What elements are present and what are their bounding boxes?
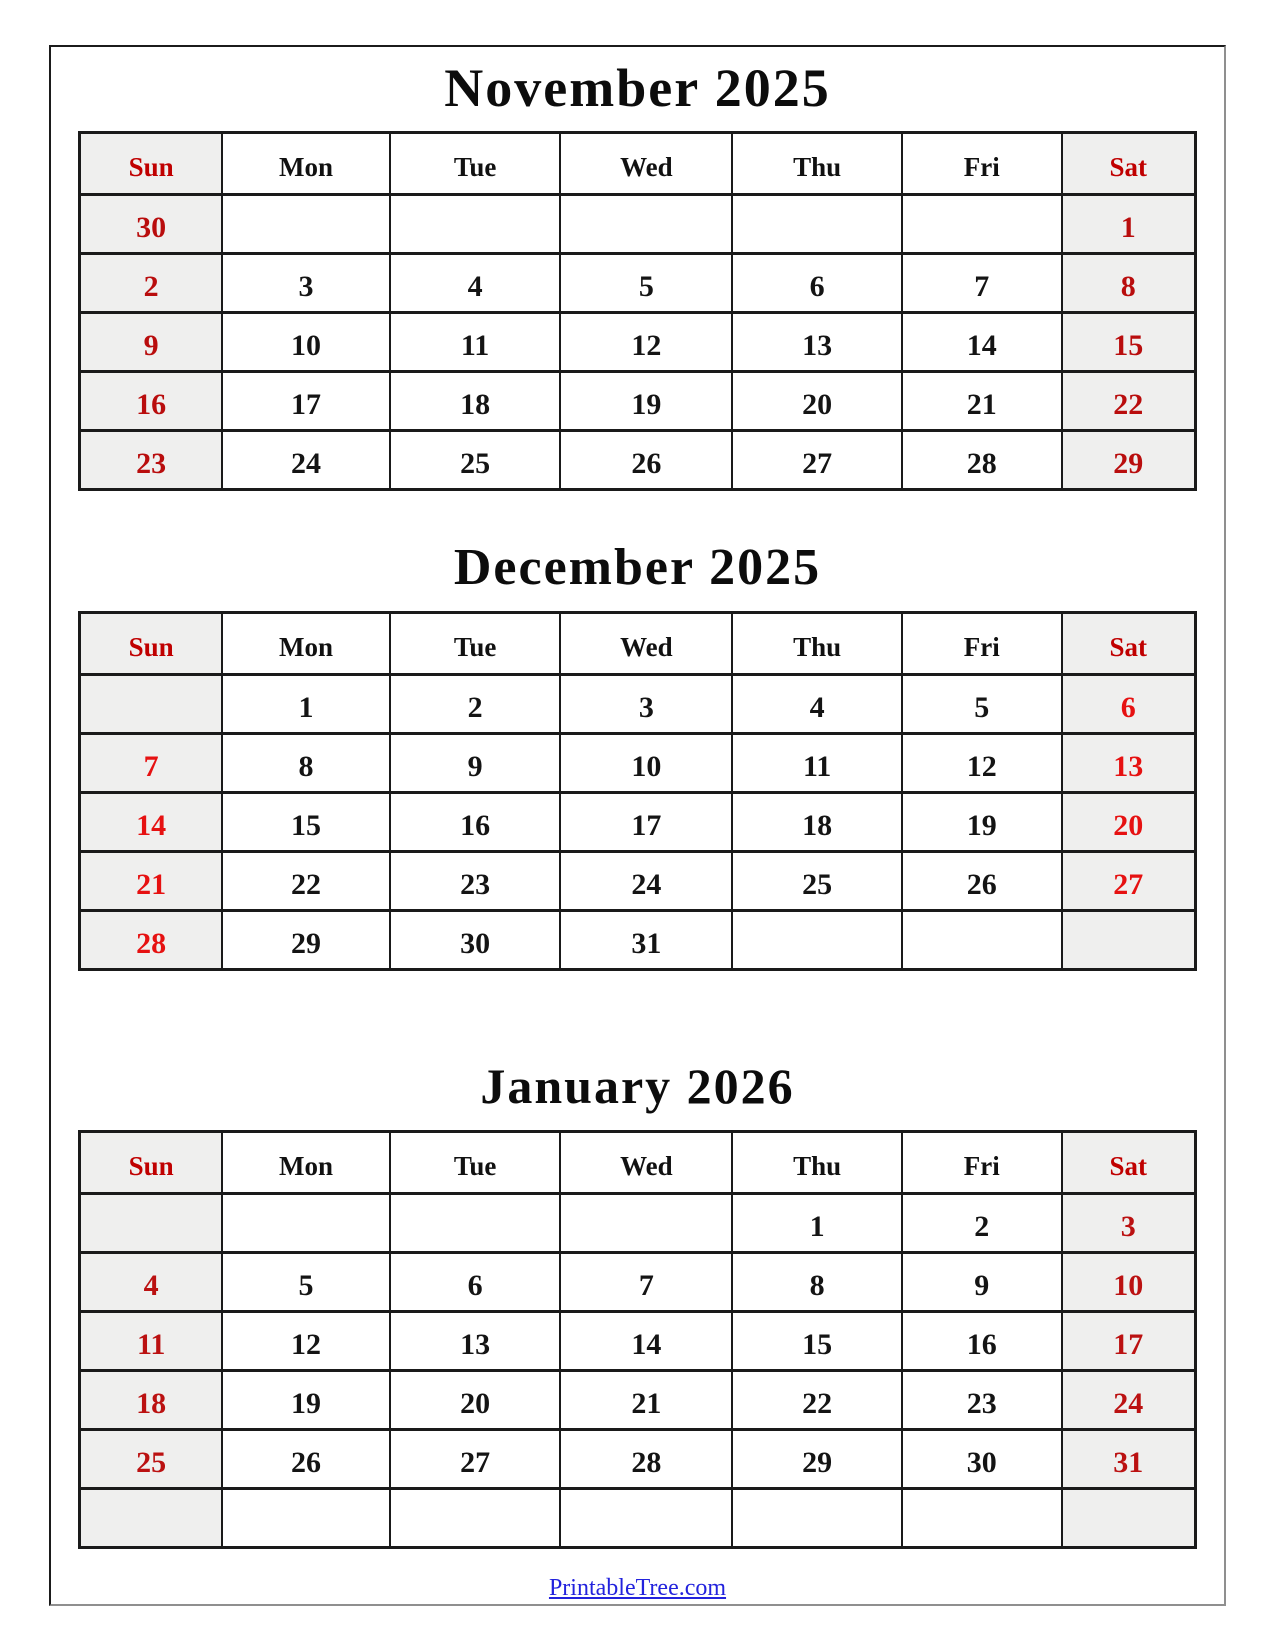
week-row bbox=[80, 254, 1196, 313]
day-cell-empty bbox=[390, 195, 561, 254]
month-section-december-2025 bbox=[78, 539, 1197, 970]
day-cell-december-2025-5: 5 bbox=[902, 674, 1062, 733]
day-cell-december-2025-15: 15 bbox=[222, 792, 389, 851]
day-cell-december-2025-3: 3 bbox=[560, 674, 732, 733]
day-cell-december-2025-23: 23 bbox=[390, 851, 561, 910]
week-row bbox=[80, 431, 1196, 490]
day-cell-december-2025-13: 13 bbox=[1062, 733, 1196, 792]
day-cell-january-2026-25: 25 bbox=[80, 1429, 223, 1488]
month-section-january-2026 bbox=[78, 1059, 1197, 1549]
day-cell-january-2026-24: 24 bbox=[1062, 1370, 1196, 1429]
day-cell-january-2026-13: 13 bbox=[390, 1311, 561, 1370]
day-header-fri: Fri bbox=[902, 612, 1062, 674]
day-cell-november-2025-17: 17 bbox=[222, 372, 389, 431]
day-cell-january-2026-10: 10 bbox=[1062, 1252, 1196, 1311]
week-row bbox=[80, 195, 1196, 254]
day-header-thu: Thu bbox=[732, 612, 902, 674]
day-cell-december-2025-8: 8 bbox=[222, 733, 389, 792]
day-cell-november-2025-25: 25 bbox=[390, 431, 561, 490]
day-cell-november-2025-7: 7 bbox=[902, 254, 1062, 313]
day-header-row bbox=[80, 1131, 1196, 1193]
day-cell-november-2025-27: 27 bbox=[732, 431, 902, 490]
day-cell-january-2026-4: 4 bbox=[80, 1252, 223, 1311]
day-header-wed: Wed bbox=[560, 133, 732, 195]
day-cell-november-2025-11: 11 bbox=[390, 313, 561, 372]
day-cell-december-2025-16: 16 bbox=[390, 792, 561, 851]
day-cell-empty bbox=[1062, 1488, 1196, 1547]
day-cell-november-2025-20: 20 bbox=[732, 372, 902, 431]
day-cell-november-2025-30: 30 bbox=[80, 195, 223, 254]
day-cell-empty bbox=[80, 674, 223, 733]
day-cell-december-2025-9: 9 bbox=[390, 733, 561, 792]
day-header-thu: Thu bbox=[732, 133, 902, 195]
day-cell-empty bbox=[222, 1193, 389, 1252]
day-cell-december-2025-6: 6 bbox=[1062, 674, 1196, 733]
day-cell-empty bbox=[222, 195, 389, 254]
day-cell-january-2026-8: 8 bbox=[732, 1252, 902, 1311]
day-cell-november-2025-18: 18 bbox=[390, 372, 561, 431]
day-cell-december-2025-10: 10 bbox=[560, 733, 732, 792]
day-header-sun: Sun bbox=[80, 133, 223, 195]
day-cell-november-2025-8: 8 bbox=[1062, 254, 1196, 313]
day-header-thu: Thu bbox=[732, 1131, 902, 1193]
day-cell-december-2025-7: 7 bbox=[80, 733, 223, 792]
day-cell-january-2026-20: 20 bbox=[390, 1370, 561, 1429]
day-cell-empty bbox=[1062, 910, 1196, 969]
day-cell-january-2026-26: 26 bbox=[222, 1429, 389, 1488]
day-cell-empty bbox=[80, 1193, 223, 1252]
week-row bbox=[80, 1429, 1196, 1488]
day-cell-january-2026-2: 2 bbox=[902, 1193, 1062, 1252]
day-cell-november-2025-26: 26 bbox=[560, 431, 732, 490]
day-header-sun: Sun bbox=[80, 1131, 223, 1193]
day-cell-january-2026-12: 12 bbox=[222, 1311, 389, 1370]
day-cell-november-2025-14: 14 bbox=[902, 313, 1062, 372]
day-header-fri: Fri bbox=[902, 1131, 1062, 1193]
day-cell-december-2025-24: 24 bbox=[560, 851, 732, 910]
day-cell-november-2025-3: 3 bbox=[222, 254, 389, 313]
day-cell-november-2025-29: 29 bbox=[1062, 431, 1196, 490]
day-cell-december-2025-11: 11 bbox=[732, 733, 902, 792]
day-cell-november-2025-15: 15 bbox=[1062, 313, 1196, 372]
day-cell-january-2026-21: 21 bbox=[560, 1370, 732, 1429]
day-header-sun: Sun bbox=[80, 612, 223, 674]
day-header-row bbox=[80, 133, 1196, 195]
month-section-november-2025 bbox=[78, 59, 1197, 491]
day-cell-january-2026-1: 1 bbox=[732, 1193, 902, 1252]
page-frame bbox=[49, 45, 1226, 1606]
day-header-sat: Sat bbox=[1062, 612, 1196, 674]
day-cell-december-2025-27: 27 bbox=[1062, 851, 1196, 910]
day-cell-november-2025-13: 13 bbox=[732, 313, 902, 372]
day-cell-november-2025-28: 28 bbox=[902, 431, 1062, 490]
day-cell-december-2025-29: 29 bbox=[222, 910, 389, 969]
day-cell-november-2025-10: 10 bbox=[222, 313, 389, 372]
day-cell-november-2025-24: 24 bbox=[222, 431, 389, 490]
day-cell-empty bbox=[390, 1488, 561, 1547]
day-cell-december-2025-18: 18 bbox=[732, 792, 902, 851]
day-cell-january-2026-30: 30 bbox=[902, 1429, 1062, 1488]
day-cell-november-2025-5: 5 bbox=[560, 254, 732, 313]
day-cell-january-2026-31: 31 bbox=[1062, 1429, 1196, 1488]
day-cell-empty bbox=[732, 1488, 902, 1547]
day-cell-january-2026-6: 6 bbox=[390, 1252, 561, 1311]
day-header-wed: Wed bbox=[560, 1131, 732, 1193]
day-cell-january-2026-3: 3 bbox=[1062, 1193, 1196, 1252]
day-header-fri: Fri bbox=[902, 133, 1062, 195]
day-cell-december-2025-17: 17 bbox=[560, 792, 732, 851]
week-row bbox=[80, 313, 1196, 372]
day-header-sat: Sat bbox=[1062, 133, 1196, 195]
week-row bbox=[80, 1193, 1196, 1252]
day-cell-empty bbox=[732, 910, 902, 969]
month-title-december-2025: December 2025 bbox=[453, 539, 822, 597]
day-cell-january-2026-23: 23 bbox=[902, 1370, 1062, 1429]
week-row bbox=[80, 372, 1196, 431]
day-header-mon: Mon bbox=[222, 612, 389, 674]
day-cell-january-2026-11: 11 bbox=[80, 1311, 223, 1370]
day-cell-empty bbox=[902, 1488, 1062, 1547]
day-cell-december-2025-14: 14 bbox=[80, 792, 223, 851]
day-cell-january-2026-7: 7 bbox=[560, 1252, 732, 1311]
day-cell-december-2025-21: 21 bbox=[80, 851, 223, 910]
day-cell-december-2025-4: 4 bbox=[732, 674, 902, 733]
day-cell-january-2026-17: 17 bbox=[1062, 1311, 1196, 1370]
day-cell-november-2025-12: 12 bbox=[560, 313, 732, 372]
day-header-wed: Wed bbox=[560, 612, 732, 674]
month-title-january-2026: January 2026 bbox=[480, 1057, 795, 1114]
week-row bbox=[80, 1311, 1196, 1370]
day-cell-empty bbox=[222, 1488, 389, 1547]
day-cell-december-2025-2: 2 bbox=[390, 674, 561, 733]
day-header-row bbox=[80, 612, 1196, 674]
month-table-november-2025 bbox=[78, 131, 1197, 491]
day-cell-january-2026-18: 18 bbox=[80, 1370, 223, 1429]
week-row bbox=[80, 1252, 1196, 1311]
day-cell-december-2025-22: 22 bbox=[222, 851, 389, 910]
day-cell-empty bbox=[560, 1193, 732, 1252]
day-cell-january-2026-9: 9 bbox=[902, 1252, 1062, 1311]
day-cell-january-2026-28: 28 bbox=[560, 1429, 732, 1488]
day-cell-january-2026-14: 14 bbox=[560, 1311, 732, 1370]
day-cell-january-2026-5: 5 bbox=[222, 1252, 389, 1311]
day-header-tue: Tue bbox=[390, 1131, 561, 1193]
day-cell-december-2025-1: 1 bbox=[222, 674, 389, 733]
day-cell-december-2025-19: 19 bbox=[902, 792, 1062, 851]
printabletree-link[interactable]: PrintableTree.com bbox=[548, 1574, 727, 1601]
day-cell-january-2026-27: 27 bbox=[390, 1429, 561, 1488]
day-cell-november-2025-16: 16 bbox=[80, 372, 223, 431]
week-row bbox=[80, 910, 1196, 969]
week-row bbox=[80, 792, 1196, 851]
month-table-december-2025 bbox=[78, 611, 1197, 971]
day-cell-december-2025-28: 28 bbox=[80, 910, 223, 969]
day-cell-november-2025-9: 9 bbox=[80, 313, 223, 372]
week-row bbox=[80, 1488, 1196, 1547]
day-cell-january-2026-19: 19 bbox=[222, 1370, 389, 1429]
day-cell-november-2025-19: 19 bbox=[560, 372, 732, 431]
day-cell-november-2025-2: 2 bbox=[80, 254, 223, 313]
footer bbox=[78, 1575, 1197, 1602]
day-header-sat: Sat bbox=[1062, 1131, 1196, 1193]
day-cell-empty bbox=[390, 1193, 561, 1252]
week-row bbox=[80, 1370, 1196, 1429]
day-cell-november-2025-22: 22 bbox=[1062, 372, 1196, 431]
day-cell-november-2025-21: 21 bbox=[902, 372, 1062, 431]
week-row bbox=[80, 851, 1196, 910]
day-cell-november-2025-4: 4 bbox=[390, 254, 561, 313]
day-cell-december-2025-25: 25 bbox=[732, 851, 902, 910]
week-row bbox=[80, 674, 1196, 733]
day-cell-november-2025-23: 23 bbox=[80, 431, 223, 490]
day-cell-november-2025-6: 6 bbox=[732, 254, 902, 313]
day-cell-empty bbox=[560, 195, 732, 254]
day-cell-december-2025-20: 20 bbox=[1062, 792, 1196, 851]
day-header-tue: Tue bbox=[390, 133, 561, 195]
day-cell-empty bbox=[732, 195, 902, 254]
day-cell-january-2026-22: 22 bbox=[732, 1370, 902, 1429]
day-cell-january-2026-15: 15 bbox=[732, 1311, 902, 1370]
day-cell-january-2026-16: 16 bbox=[902, 1311, 1062, 1370]
day-header-mon: Mon bbox=[222, 133, 389, 195]
day-cell-january-2026-29: 29 bbox=[732, 1429, 902, 1488]
day-cell-november-2025-1: 1 bbox=[1062, 195, 1196, 254]
month-title-november-2025: November 2025 bbox=[444, 58, 831, 118]
day-cell-december-2025-30: 30 bbox=[390, 910, 561, 969]
day-header-mon: Mon bbox=[222, 1131, 389, 1193]
day-cell-december-2025-12: 12 bbox=[902, 733, 1062, 792]
day-cell-empty bbox=[902, 910, 1062, 969]
day-cell-empty bbox=[80, 1488, 223, 1547]
month-table-january-2026 bbox=[78, 1130, 1197, 1549]
day-cell-december-2025-26: 26 bbox=[902, 851, 1062, 910]
day-cell-empty bbox=[902, 195, 1062, 254]
day-cell-december-2025-31: 31 bbox=[560, 910, 732, 969]
day-cell-empty bbox=[560, 1488, 732, 1547]
week-row bbox=[80, 733, 1196, 792]
day-header-tue: Tue bbox=[390, 612, 561, 674]
